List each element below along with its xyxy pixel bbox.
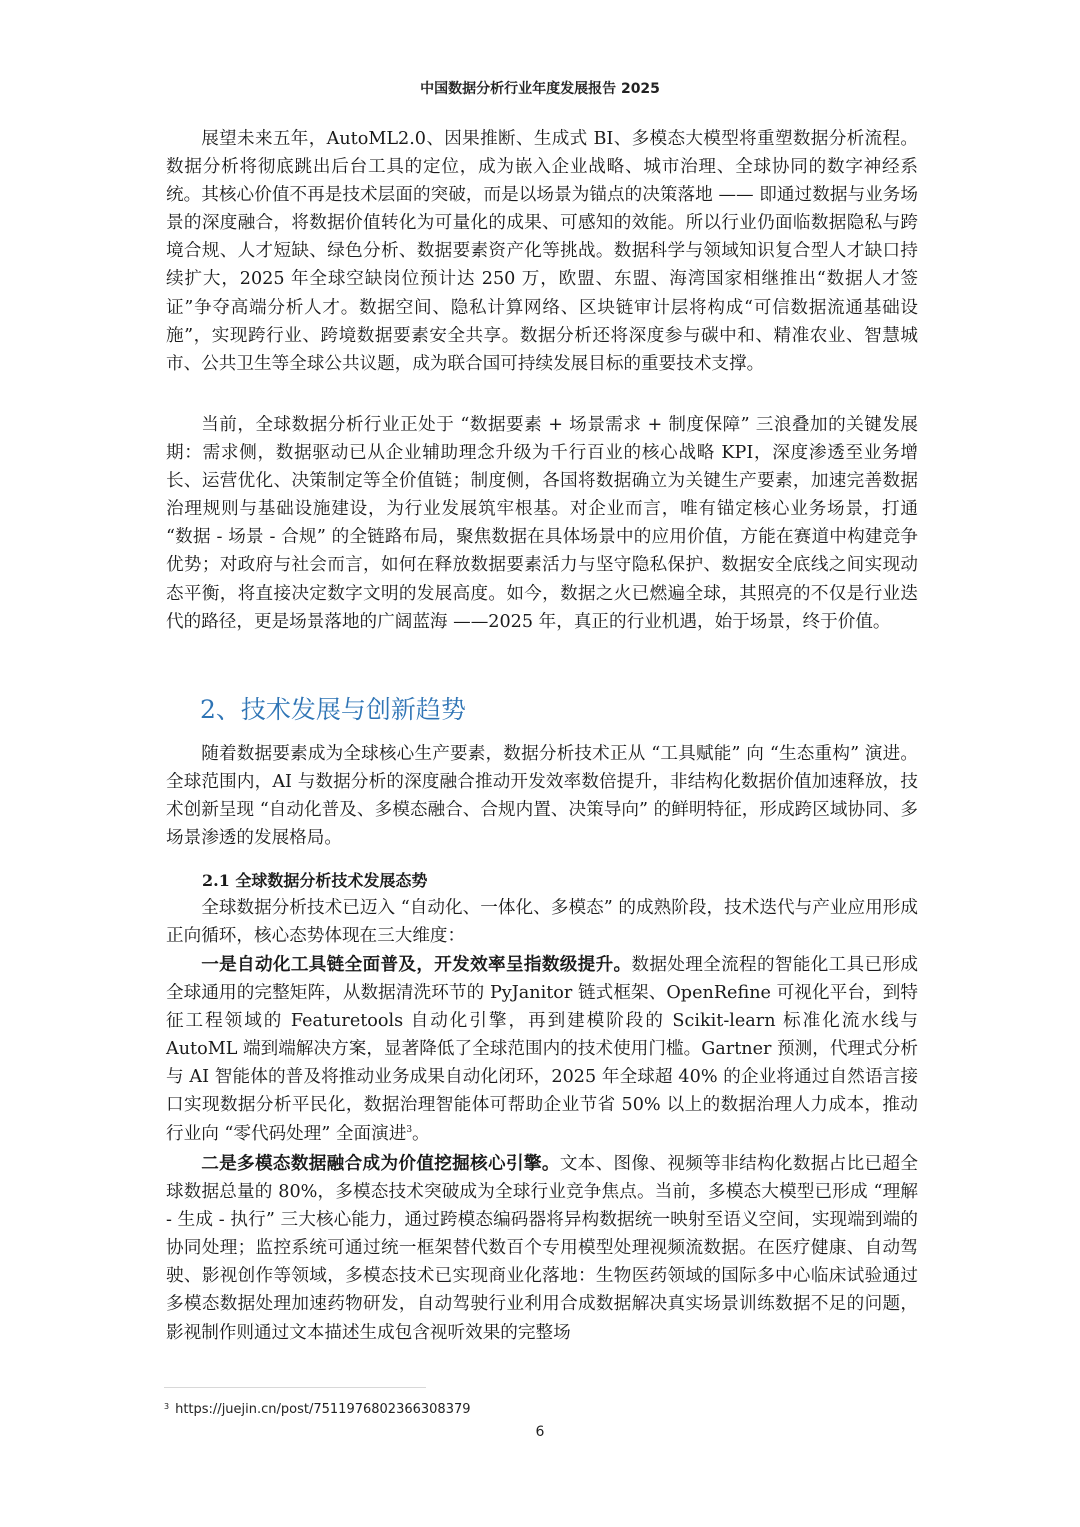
- subsection-heading: 2.1 全球数据分析技术发展态势: [202, 871, 428, 890]
- running-header: 中国数据分析行业年度发展报告 2025: [420, 81, 660, 97]
- paragraph-multimodal: [166, 1150, 918, 1347]
- paragraph-tech-intro: 随着数据要素成为全球核心生产要素，数据分析技术正从 “工具赋能” 向 “生态重构” 演进。全球范围内，AI 与数据分析的深度融合推动开发效率数倍提升，非结构化数据价值加速释放，技术创新呈现 “自动化普及、多模态融合、合规内置、决策导向” 的鲜明特征，形成跨区域协同、多场景渗透的发展格局。: [166, 744, 918, 849]
- page-number: 6: [535, 1424, 545, 1440]
- footnote-marker: 3: [164, 1402, 170, 1411]
- section-heading: 2、技术发展与创新趋势: [200, 695, 466, 724]
- paragraph-current-state: 当前，全球数据分析行业正处于 “数据要素 + 场景需求 + 制度保障” 三浪叠加的关键发展期：需求侧，数据驱动已从企业辅助理念升级为千行百业的核心战略 KPI，深度渗透至业务增长、运营优化、决策制定等全价值链；制度侧，各国将数据确立为关键生产要素，加速完善数据治理规则与基础设施建设，为行业发展筑牢根基。对企业而言，唯有锚定核心业务场景，打通 “数据 - 场景 - 合规” 的全链路布局，聚焦数据在具体场景中的应用价值，方能在赛道中构建竞争优势；对政府与社会而言，如何在释放数据要素活力与坚守隐私保护、数据安全底线之间实现动态平衡，将直接决定数字文明的发展高度。如今，数据之火已燃遍全球，其照亮的不仅是行业迭代的路径，更是场景落地的广阔蓝海 ——2025 年，真正的行业机遇，始于场景，终于价值。: [166, 415, 918, 632]
- automation-text: 数据处理全流程的智能化工具已形成全球通用的完整矩阵，从数据清洗环节的 PyJanitor 链式框架、OpenRefine 可视化平台，到特征工程领域的 Featuretools 自动化引擎，再到建模阶段的 Scikit-learn 标准化流水线与 AutoML 端到端解决方案，显著降低了全球范围内的技术使用门槛。Gartner 预测，代理式分析与 AI 智能体的普及将推动业务成果自动化闭环，2025 年全球超 40% 的企业将通过自然语言接口实现数据分析平民化，数据治理智能体可帮助企业节省 50% 以上的数据治理人力成本，推动行业向 “零代码处理” 全面演进: [166, 955, 918, 1144]
- paragraph-automation: [166, 951, 918, 1148]
- automation-lead: 一是自动化工具链全面普及，开发效率呈指数级提升。: [201, 954, 632, 975]
- footnote-reference[interactable]: 3: [406, 1124, 413, 1135]
- footnote-separator: [164, 1387, 426, 1388]
- paragraph-tech-overview: 全球数据分析技术已迈入 “自动化、一体化、多模态” 的成熟阶段，技术迭代与产业应用形成正向循环，核心态势体现在三大维度：: [166, 898, 918, 947]
- footnote-link[interactable]: https://juejin.cn/post/7511976802366308379: [175, 1402, 471, 1417]
- multimodal-text: 文本、图像、视频等非结构化数据占比已超全球数据总量的 80%，多模态技术突破成为全球行业竞争焦点。当前，多模态大模型已形成 “理解 - 生成 - 执行” 三大核心能力，通过跨模态编码器将异构数据统一映射至语义空间，实现端到端的协同处理；监控系统可通过统一框架替代数百个专用模型处理视频流数据。在医疗健康、自动驾驶、影视创作等领域，多模态技术已实现商业化落地：生物医药领域的国际多中心临床试验通过多模态数据处理加速药物研发，自动驾驶行业利用合成数据解决真实场景训练数据不足的问题，影视制作则通过文本描述生成包含视听效果的完整场: [166, 1154, 918, 1343]
- multimodal-lead: 二是多模态数据融合成为价值挖掘核心引擎。: [201, 1153, 560, 1174]
- footnote: [164, 1402, 471, 1417]
- automation-text-end: 。: [412, 1123, 430, 1144]
- paragraph-outlook: 展望未来五年，AutoML2.0、因果推断、生成式 BI、多模态大模型将重塑数据分析流程。数据分析将彻底跳出后台工具的定位，成为嵌入企业战略、城市治理、全球协同的数字神经系统。其核心价值不再是技术层面的突破，而是以场景为锚点的决策落地 —— 即通过数据与业务场景的深度融合，将数据价值转化为可量化的成果、可感知的效能。所以行业仍面临数据隐私与跨境合规、人才短缺、绿色分析、数据要素资产化等挑战。数据科学与领域知识复合型人才缺口持续扩大，2025 年全球空缺岗位预计达 250 万，欧盟、东盟、海湾国家相继推出“数据人才签证”争夺高端分析人才。数据空间、隐私计算网络、区块链审计层将构成“可信数据流通基础设施”，实现跨行业、跨境数据要素安全共享。数据分析还将深度参与碳中和、精准农业、智慧城市、公共卫生等全球公共议题，成为联合国可持续发展目标的重要技术支撑。: [166, 129, 918, 374]
